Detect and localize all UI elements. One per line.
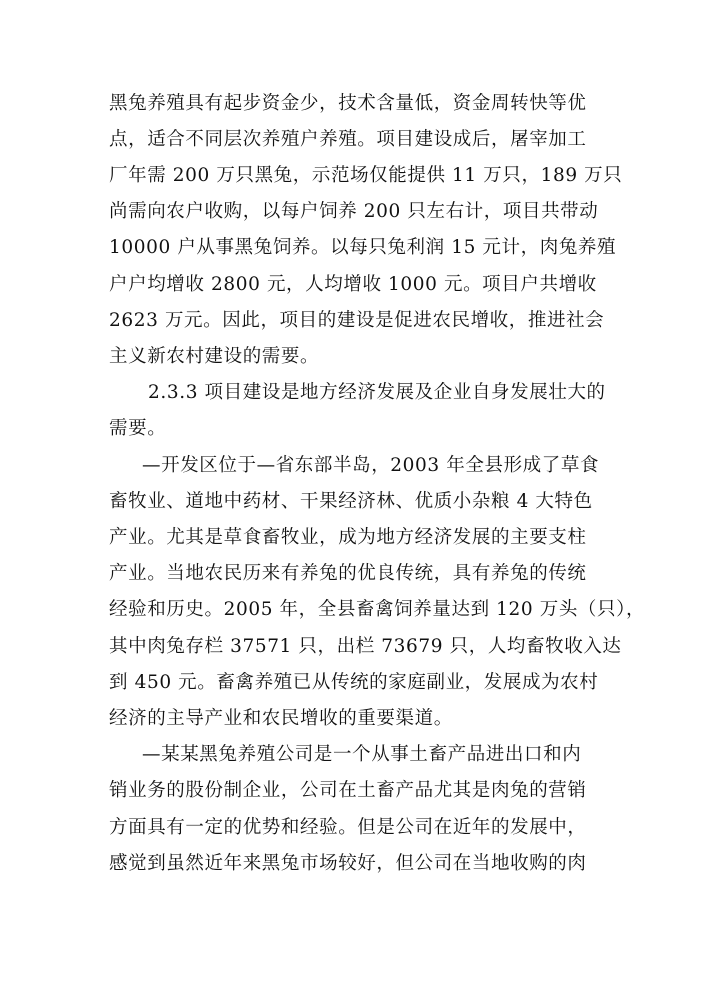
text-line-22: 感觉到虽然近年来黑兔市场较好，但公司在当地收购的肉 [109, 853, 587, 874]
text-line-13: 产业。尤其是草食畜牧业，成为地方经济发展的主要支柱 [109, 527, 587, 548]
text-line-18: 经济的主导产业和农民增收的重要渠道。 [109, 708, 453, 729]
text-line-5: 10000 户从事黑兔饲养。以每只兔利润 15 元计，肉兔养殖 [109, 237, 617, 258]
text-line-20: 销业务的股份制企业，公司在土畜产品尤其是肉兔的营销 [109, 780, 587, 801]
section-heading-line-1: 2.3.3 项目建设是地方经济发展及企业自身发展壮大的 [148, 382, 606, 403]
text-line-2: 点，适合不同层次养殖户养殖。项目建设成后，屠宰加工 [109, 129, 587, 150]
section-heading-line-2: 需要。 [109, 418, 167, 439]
text-line-11: —开发区位于—省东部半岛，2003 年全县形成了草食 [142, 455, 600, 476]
text-line-19: —某某黑兔养殖公司是一个从事土畜产品进出口和内 [142, 744, 582, 765]
text-line-21: 方面具有一定的优势和经验。但是公司在近年的发展中， [109, 817, 587, 838]
text-line-4: 尚需向农户收购，以每户饲养 200 只左右计，项目共带动 [109, 201, 599, 222]
text-line-16: 其中肉兔存栏 37571 只，出栏 73679 只，人均畜牧收入达 [109, 636, 622, 657]
text-line-7: 2623 万元。因此，项目的建设是促进农民增收，推进社会 [109, 310, 605, 331]
text-line-6: 户户均增收 2800 元，人均增收 1000 元。项目户共增收 [109, 274, 597, 295]
text-line-1: 黑兔养殖具有起步资金少，技术含量低，资金周转快等优 [109, 93, 587, 114]
text-line-12: 畜牧业、道地中药材、干果经济林、优质小杂粮 4 大特色 [109, 491, 593, 512]
text-line-15: 经验和历史。2005 年，全县畜禽饲养量达到 120 万头（只）， [109, 599, 646, 620]
text-line-17: 到 450 元。畜禽养殖已从传统的家庭副业，发展成为农村 [109, 672, 599, 693]
text-line-14: 产业。当地农民历来有养兔的优良传统，具有养兔的传统 [109, 563, 587, 584]
text-line-8: 主义新农村建设的需要。 [109, 346, 320, 367]
text-line-3: 厂年需 200 万只黑兔，示范场仅能提供 11 万只，189 万只 [109, 165, 623, 186]
